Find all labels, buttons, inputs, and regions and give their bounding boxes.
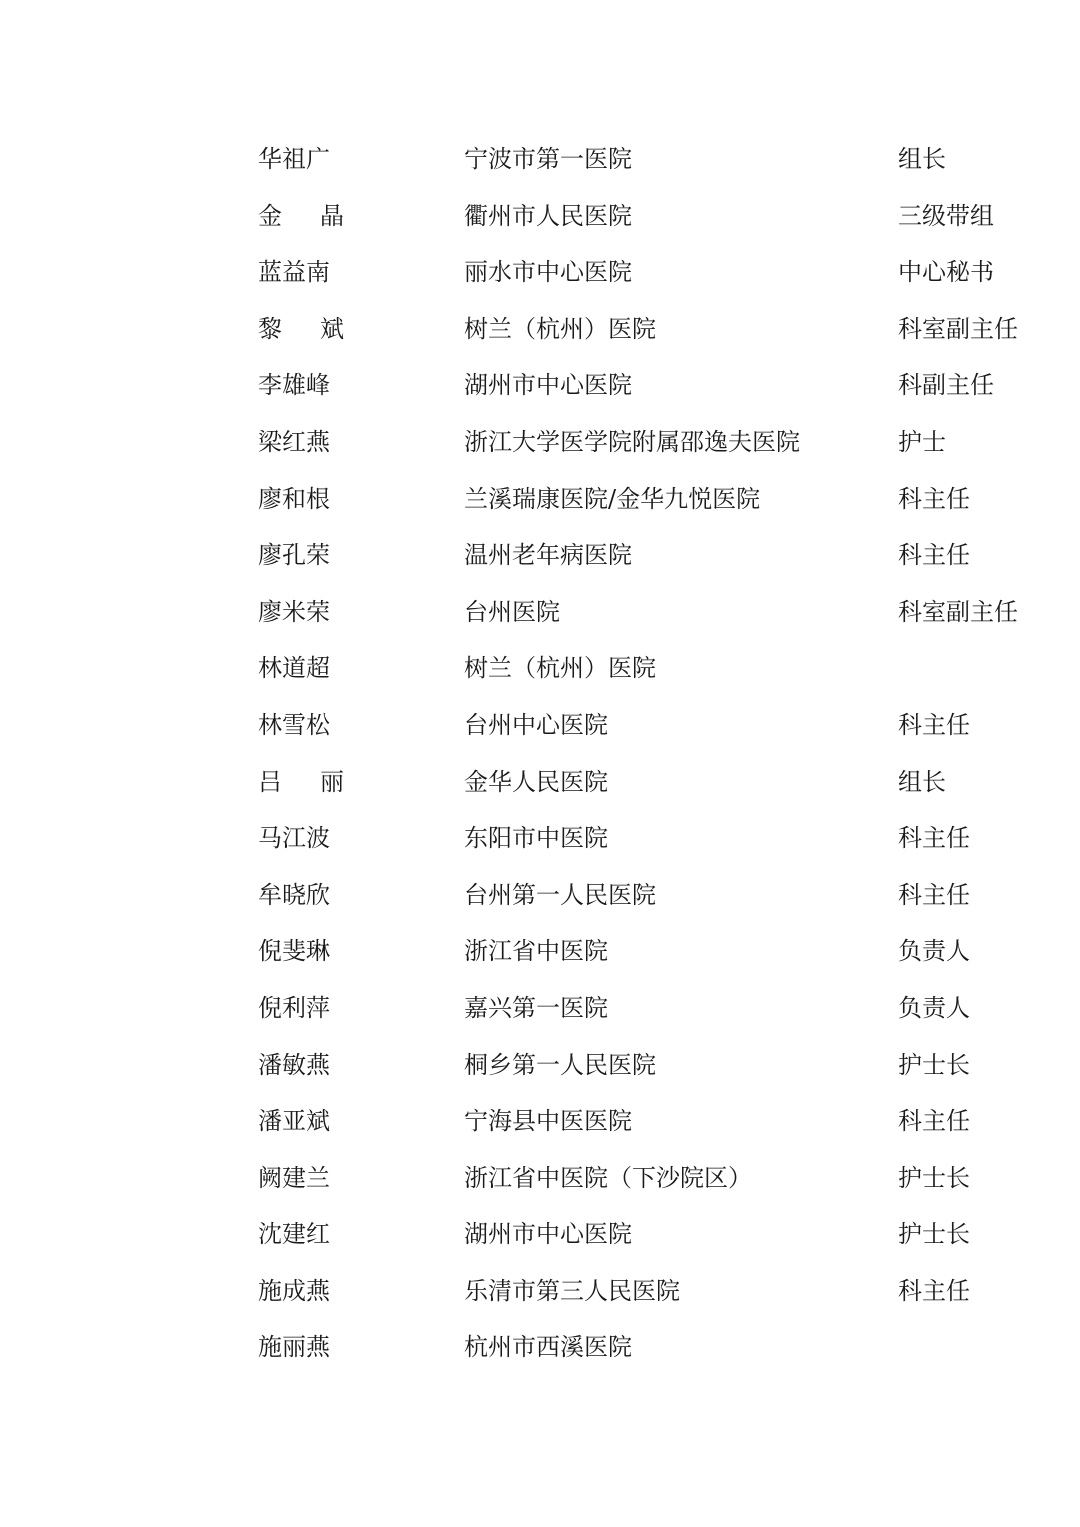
- member-hospital: 宁海县中医医院: [464, 1107, 632, 1136]
- roster-row: [258, 471, 1058, 528]
- member-role: 组长: [898, 767, 946, 796]
- member-name: 廖和根: [258, 484, 330, 513]
- member-name: 林雪松: [258, 710, 330, 739]
- member-name: 金晶: [258, 201, 382, 230]
- member-hospital: 桐乡第一人民医院: [464, 1050, 656, 1079]
- member-name: 潘敏燕: [258, 1050, 330, 1079]
- member-role: 科主任: [898, 1107, 970, 1136]
- member-role: 护士: [898, 427, 946, 456]
- roster-row: [258, 1150, 1058, 1207]
- member-hospital: 乐清市第三人民医院: [464, 1276, 680, 1305]
- member-role: 护士长: [898, 1220, 970, 1249]
- roster-row: [258, 1037, 1058, 1094]
- member-role: 中心秘书: [898, 258, 994, 287]
- member-role: 护士长: [898, 1050, 970, 1079]
- member-name: 廖孔荣: [258, 541, 330, 570]
- roster-row: [258, 527, 1058, 584]
- roster-row: [258, 301, 1058, 358]
- member-hospital: 湖州市中心医院: [464, 371, 632, 400]
- member-name: 倪斐琳: [258, 937, 330, 966]
- member-hospital: 台州中心医院: [464, 710, 608, 739]
- roster-row: [258, 584, 1058, 641]
- roster-row: [258, 1093, 1058, 1150]
- roster-row: [258, 244, 1058, 301]
- roster-row: [258, 697, 1058, 754]
- roster-row: [258, 1206, 1058, 1263]
- member-name: 倪利萍: [258, 993, 330, 1022]
- member-name: 李雄峰: [258, 371, 330, 400]
- member-hospital: 宁波市第一医院: [464, 145, 632, 173]
- roster-row: [258, 1263, 1058, 1320]
- roster-row: [258, 188, 1058, 245]
- member-hospital: 湖州市中心医院: [464, 1220, 632, 1249]
- member-role: 三级带组: [898, 201, 994, 230]
- member-hospital: 树兰（杭州）医院: [464, 314, 656, 343]
- member-name: 林道超: [258, 654, 330, 683]
- member-hospital: 浙江省中医院: [464, 937, 608, 966]
- member-roster: [258, 131, 1058, 1376]
- member-name: 牟晓欣: [258, 880, 330, 909]
- roster-row: [258, 1319, 1058, 1376]
- member-name: 蓝益南: [258, 258, 330, 287]
- member-name: 阙建兰: [258, 1163, 330, 1192]
- member-role: 负责人: [898, 937, 970, 966]
- member-hospital: 台州第一人民医院: [464, 880, 656, 909]
- roster-row: [258, 810, 1058, 867]
- member-hospital: 温州老年病医院: [464, 541, 632, 570]
- member-role: 科主任: [898, 710, 970, 739]
- member-name: 廖米荣: [258, 597, 330, 626]
- member-role: 科主任: [898, 484, 970, 513]
- roster-row: [258, 640, 1058, 697]
- member-hospital: 东阳市中医院: [464, 824, 608, 853]
- member-role: 科主任: [898, 824, 970, 853]
- member-name: 黎斌: [258, 314, 382, 343]
- member-role: 护士长: [898, 1163, 970, 1192]
- member-role: 科室副主任: [898, 597, 1018, 626]
- member-name: 沈建红: [258, 1220, 330, 1249]
- member-name: 潘亚斌: [258, 1107, 330, 1136]
- member-role: 科主任: [898, 880, 970, 909]
- roster-row: [258, 754, 1058, 811]
- roster-row: [258, 980, 1058, 1037]
- member-hospital: 浙江省中医院（下沙院区）: [464, 1163, 752, 1192]
- member-name: 梁红燕: [258, 427, 330, 456]
- member-role: 负责人: [898, 993, 970, 1022]
- member-hospital: 杭州市西溪医院: [464, 1333, 632, 1362]
- member-hospital: 衢州市人民医院: [464, 201, 632, 230]
- roster-row: [258, 131, 1058, 188]
- roster-row: [258, 867, 1058, 924]
- member-hospital: 嘉兴第一医院: [464, 993, 608, 1022]
- roster-row: [258, 357, 1058, 414]
- roster-row: [258, 414, 1058, 471]
- member-hospital: 丽水市中心医院: [464, 258, 632, 287]
- member-name: 吕丽: [258, 767, 382, 796]
- member-name: 马江波: [258, 824, 330, 853]
- member-name: 华祖广: [258, 145, 330, 173]
- member-role: 组长: [898, 145, 946, 173]
- member-hospital: 金华人民医院: [464, 767, 608, 796]
- member-hospital: 台州医院: [464, 597, 560, 626]
- member-name: 施丽燕: [258, 1333, 330, 1362]
- roster-row: [258, 923, 1058, 980]
- member-name: 施成燕: [258, 1276, 330, 1305]
- member-role: 科副主任: [898, 371, 994, 400]
- member-hospital: 树兰（杭州）医院: [464, 654, 656, 683]
- member-hospital: 兰溪瑞康医院/金华九悦医院: [464, 484, 761, 513]
- member-role: 科室副主任: [898, 314, 1018, 343]
- member-hospital: 浙江大学医学院附属邵逸夫医院: [464, 427, 800, 456]
- member-role: 科主任: [898, 1276, 970, 1305]
- member-role: 科主任: [898, 541, 970, 570]
